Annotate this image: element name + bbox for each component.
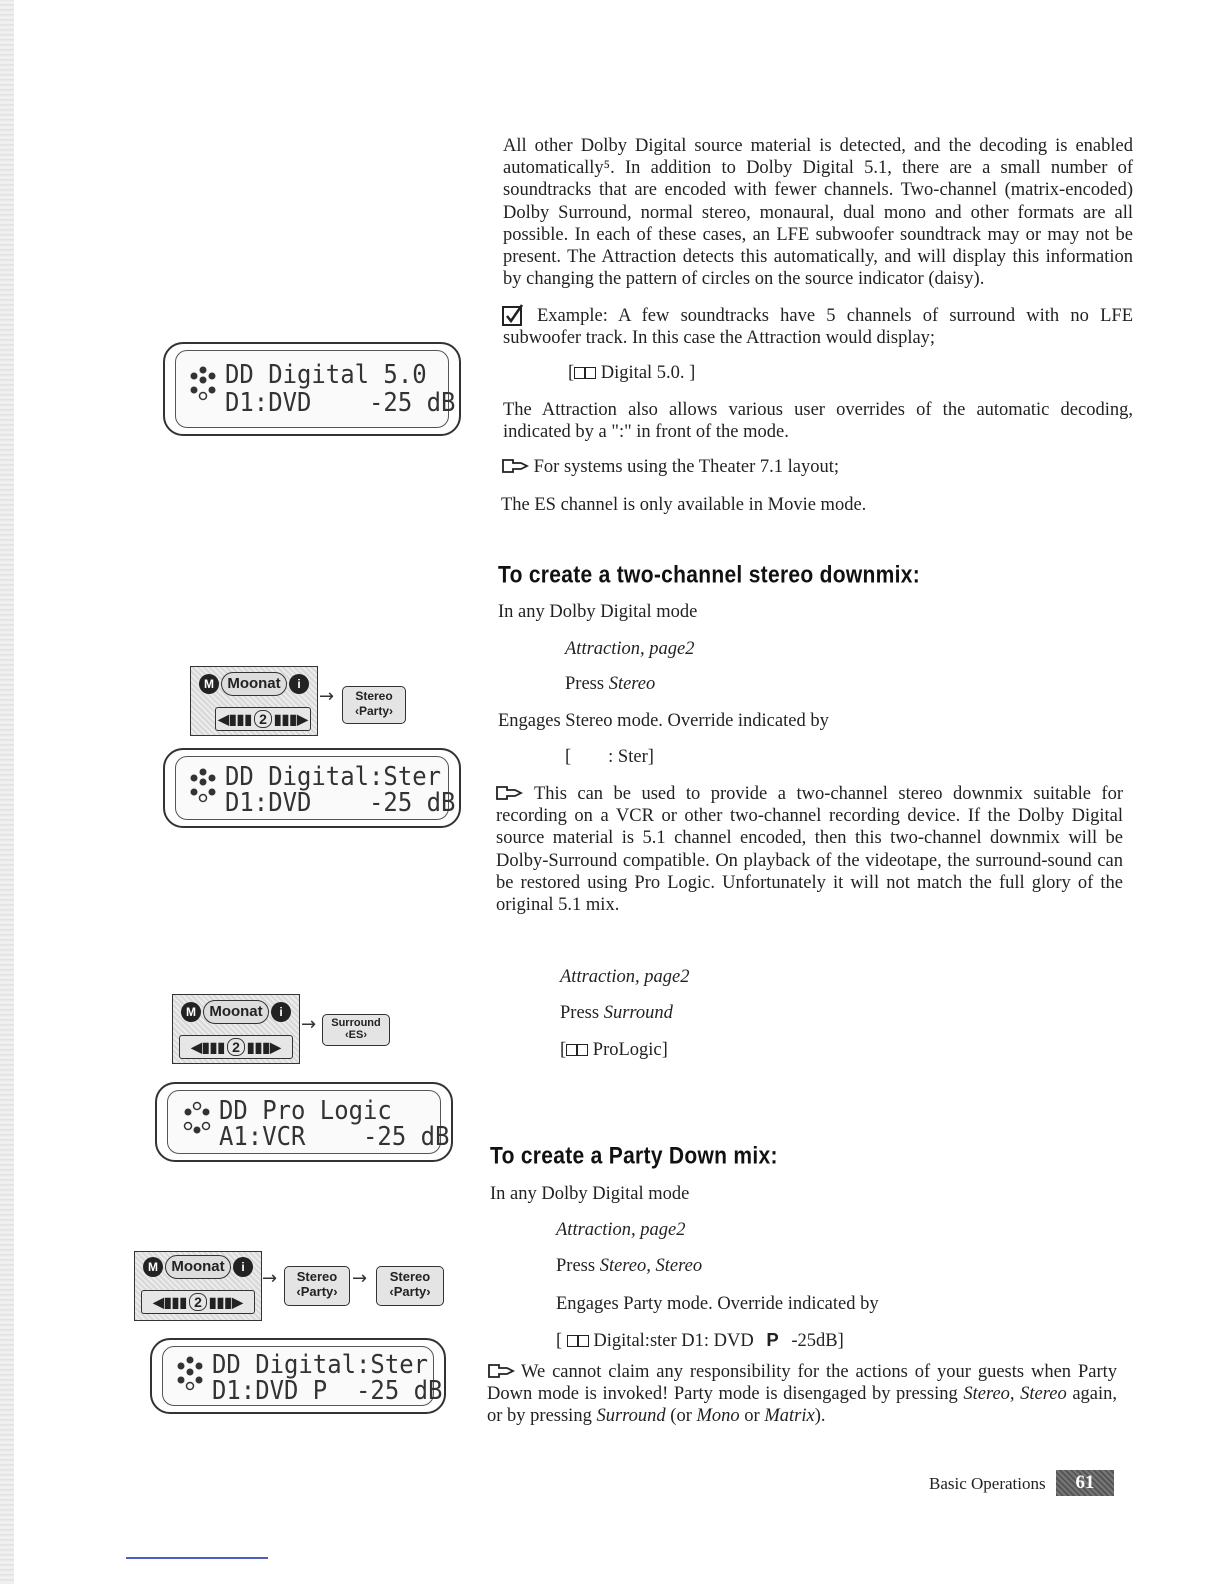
prologic-press-text: Press Surround: [560, 1003, 673, 1023]
remote-panel: [172, 994, 300, 1064]
lcd-line-2: D1:DVD -25 dB: [225, 388, 456, 418]
page-indicator[interactable]: ◀▮▮▮ 2 ▮▮▮▶: [215, 707, 311, 731]
remote-panel: [190, 666, 318, 736]
stereo-mode-text: In any Dolby Digital mode: [498, 602, 698, 622]
lcd-display: [150, 1338, 446, 1414]
party-menu-text: Attraction, page2: [556, 1220, 686, 1240]
stereo-override-display: [ : Ster]: [565, 747, 654, 767]
es-note: The ES channel is only available in Movie mode.: [501, 495, 867, 515]
party-engages-text: Engages Party mode. Override indicated by: [556, 1294, 879, 1314]
surround-es-key[interactable]: Surround ‹ES›: [322, 1014, 390, 1046]
party-note: We cannot claim any responsibility for the actions of your guests when Party Down mode is invoked! Party mode is disengaged by pressing Stereo, Stereo again, or by pressing Surround (or Mono or Matrix).: [487, 1362, 1118, 1427]
pointer-hand-icon: [501, 458, 529, 474]
m-icon[interactable]: M: [143, 1257, 163, 1277]
footer-section-title: Basic Operations: [929, 1474, 1046, 1493]
bottom-rule: [126, 1557, 268, 1559]
stereo-party-key[interactable]: Stereo ‹Party›: [284, 1266, 350, 1306]
daisy-source-icon: [189, 364, 217, 404]
stereo-press-text: Press Stereo: [565, 674, 656, 694]
lcd-display: [163, 748, 461, 828]
arrow-right-icon: →: [301, 1014, 317, 1035]
page-indicator[interactable]: ◀▮▮▮ 2 ▮▮▮▶: [179, 1035, 293, 1059]
lcd-display: [155, 1082, 453, 1162]
stereo-party-key[interactable]: Stereo ‹Party›: [376, 1266, 444, 1306]
moonat-mode-label: Moonat: [203, 1000, 269, 1024]
theater-note: For systems using the Theater 7.1 layout;: [501, 456, 839, 478]
m-icon[interactable]: M: [199, 674, 219, 694]
stereo-party-key[interactable]: Stereo ‹Party›: [342, 686, 406, 724]
dolby-dd-icon: [574, 367, 596, 379]
intro-paragraph: All other Dolby Digital source material is detected, and the decoding is enabled automatically⁵. In addition to Dolby Digital 5.1, there are a small number of soundtracks that are encoded with fewer channels. Two-channel (matrix-encoded) Dolby Surround, normal stereo, monaural, dual mono and other formats are all possible. In each of these cases, an LFE subwoofer soundtrack may or may not be present. The Attraction detects this automatically, and will display this information by changing the pattern of circles on the source indicator (daisy).: [503, 136, 1133, 290]
party-display-readout: [ Digital:ster D1: DVD P -25dB]: [556, 1329, 844, 1351]
arrow-right-icon: →: [352, 1268, 368, 1289]
stereo-engages-text: Engages Stereo mode. Override indicated by: [498, 711, 829, 731]
dolby-dd-icon: [566, 1044, 588, 1056]
overrides-paragraph: The Attraction also allows various user overrides of the automatic decoding, indicated by a ":" in front of the mode.: [503, 400, 1133, 443]
arrow-right-icon: →: [262, 1268, 278, 1289]
dolby-dd-icon: [567, 1335, 589, 1347]
prologic-menu-text: Attraction, page2: [560, 967, 690, 987]
page-indicator[interactable]: ◀▮▮▮ 2 ▮▮▮▶: [141, 1290, 255, 1314]
lcd-line-1: DD Digital 5.0: [225, 360, 427, 390]
lcd-line-1: DD Digital:Ster: [212, 1350, 429, 1380]
m-icon[interactable]: M: [181, 1002, 201, 1022]
daisy-source-icon: [183, 1100, 211, 1140]
page-number: 61: [1056, 1470, 1114, 1496]
party-press-text: Press Stereo, Stereo: [556, 1256, 703, 1276]
example-display-readout: [ Digital 5.0. ]: [568, 363, 696, 383]
lcd-line-2: D1:DVD -25 dB: [225, 788, 456, 818]
moonat-mode-label: Moonat: [221, 672, 287, 696]
arrow-right-icon: →: [319, 686, 335, 707]
stereo-note: This can be used to provide a two-channel stereo downmix suitable for recording on a VCR or other two-channel recording device. If the Dolby Digital source material is 5.1 channel encoded, then this two-channel downmix will be Dolby-Surround compatible. On playback of the videotape, the surround-sound can be restored using Pro Logic. Unfortunately it will not match the full glory of the original 5.1 mix.: [496, 784, 1123, 916]
daisy-source-icon: [176, 1354, 204, 1394]
info-icon[interactable]: i: [233, 1257, 253, 1277]
prologic-display-readout: [ ProLogic]: [560, 1040, 668, 1060]
info-icon[interactable]: i: [289, 674, 309, 694]
lcd-line-1: DD Pro Logic: [219, 1096, 392, 1126]
party-down-heading: To create a Party Down mix:: [490, 1143, 778, 1170]
stereo-menu-text: Attraction, page2: [565, 639, 695, 659]
lcd-display: [163, 342, 461, 436]
lcd-line-2: D1:DVD P -25 dB: [212, 1376, 443, 1406]
scanned-page-edge: [0, 0, 14, 1584]
remote-panel: [134, 1251, 262, 1321]
example-paragraph: Example: A few soundtracks have 5 channels of surround with no LFE subwoofer track. In this case the Attraction would display;: [503, 306, 1133, 349]
party-mode-text: In any Dolby Digital mode: [490, 1184, 690, 1204]
lcd-line-1: DD Digital:Ster: [225, 762, 442, 792]
lcd-line-2: A1:VCR -25 dB: [219, 1122, 450, 1152]
stereo-downmix-heading: To create a two-channel stereo downmix:: [498, 562, 921, 589]
info-icon[interactable]: i: [271, 1002, 291, 1022]
daisy-source-icon: [189, 766, 217, 806]
moonat-mode-label: Moonat: [165, 1255, 231, 1279]
